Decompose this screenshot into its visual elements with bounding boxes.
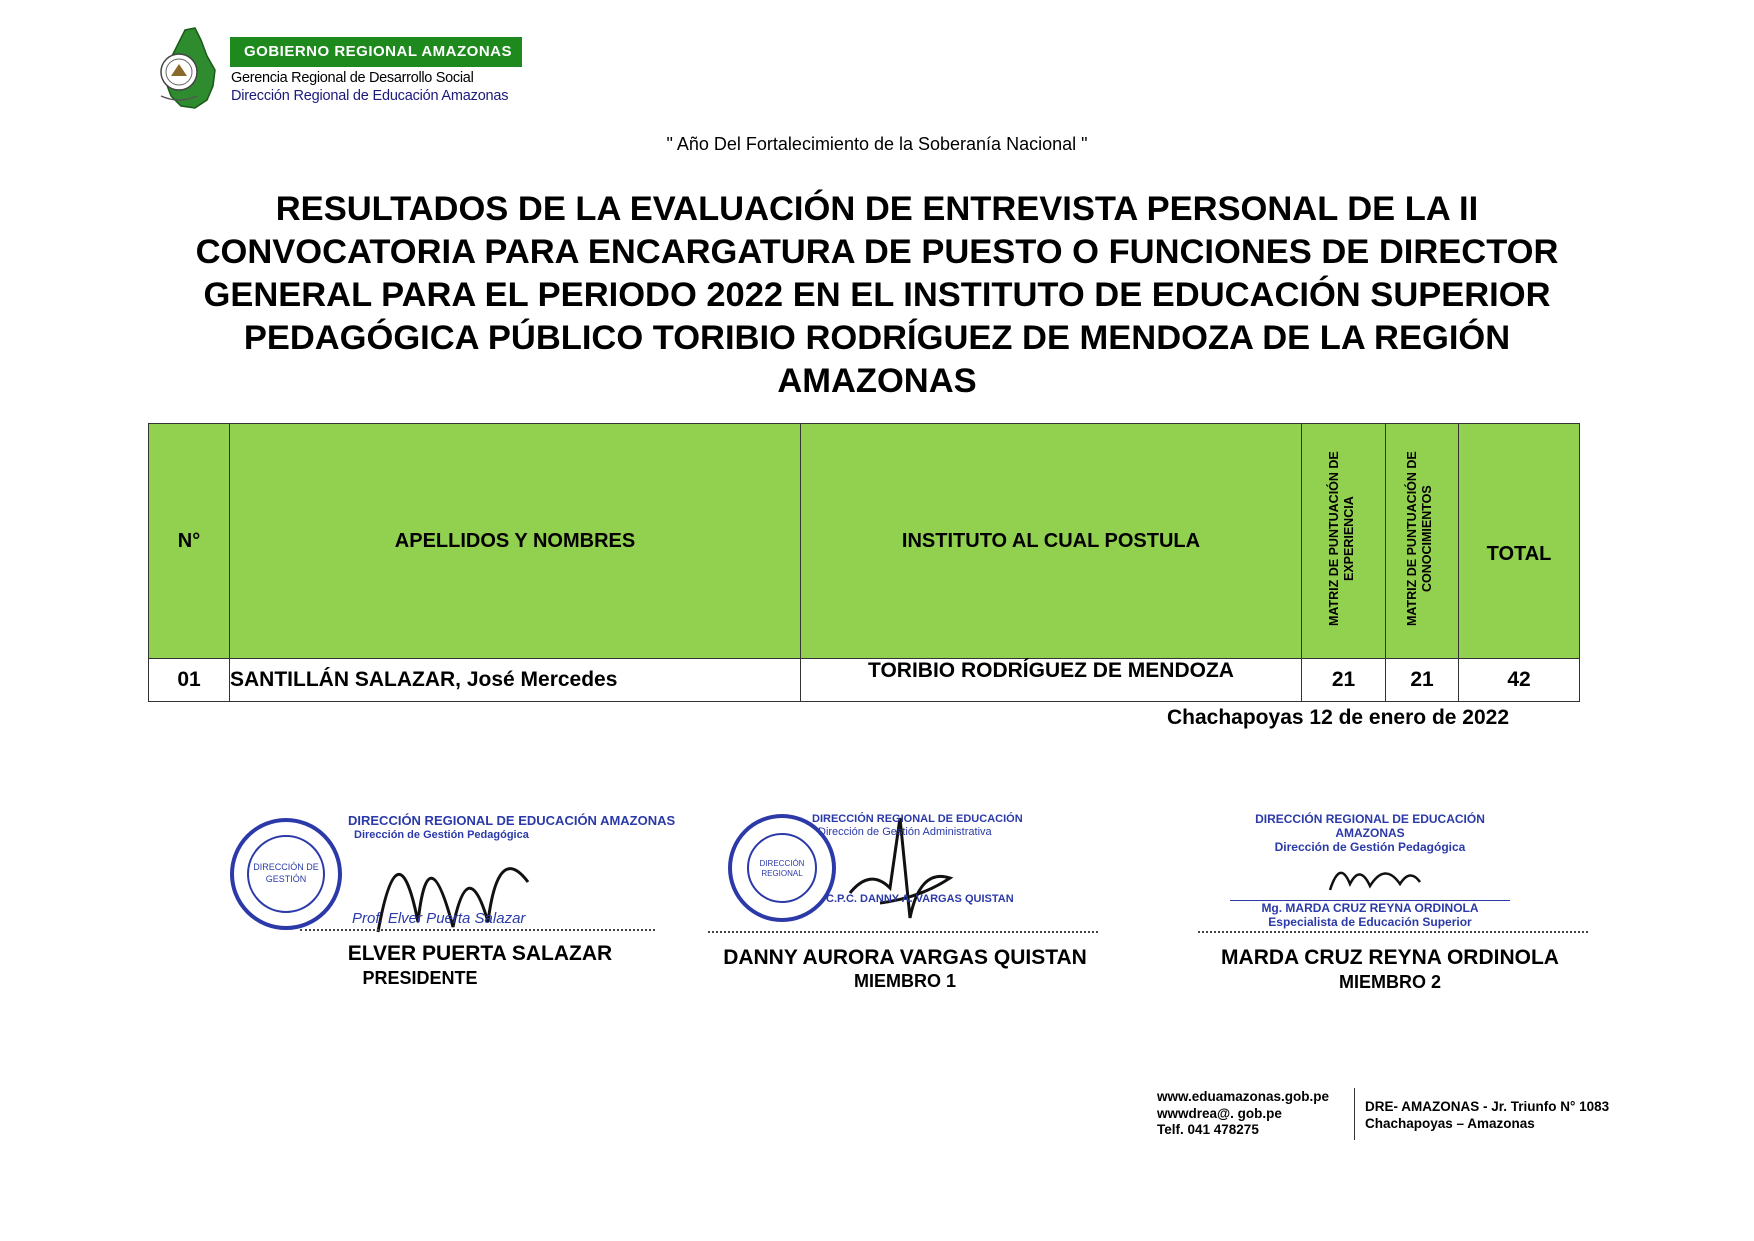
gobierno-regional-banner: GOBIERNO REGIONAL AMAZONAS — [230, 37, 522, 67]
svg-text:REGIONAL: REGIONAL — [761, 869, 803, 878]
svg-text:GESTIÓN: GESTIÓN — [265, 874, 307, 884]
year-motto: " Año Del Fortalecimiento de la Soberanía Nacional " — [666, 134, 1088, 154]
title-line: RESULTADOS DE LA EVALUACIÓN DE ENTREVISTA PERSONAL DE LA II — [275, 190, 1479, 228]
col-header-experience — [1302, 424, 1386, 659]
stamp-sub: Dirección de Gestión Administrativa — [818, 826, 992, 838]
table-row — [149, 659, 1580, 702]
title-line: AMAZONAS — [777, 362, 977, 400]
footer-divider — [1354, 1088, 1355, 1140]
stamp-text-member1 — [812, 813, 1023, 906]
title-line: PEDAGÓGICA PÚBLICO TORIBIO RODRÍGUEZ DE MENDOZA DE LA REGIÓN — [243, 319, 1511, 357]
svg-text:DIRECCIÓN: DIRECCIÓN — [759, 859, 805, 868]
footer-phone: Telf. 041 478275 — [1157, 1122, 1259, 1137]
col-header-knowledge — [1386, 424, 1459, 659]
handwritten-signature — [1270, 854, 1470, 900]
knowledge-score: 21 — [1386, 659, 1459, 702]
signer-name-member1: DANNY AURORA VARGAS QUISTAN — [723, 946, 1087, 969]
page-title — [140, 188, 1614, 403]
row-number: 01 — [149, 659, 230, 702]
col-header-total: TOTAL — [1459, 424, 1580, 659]
stamp-org: DIRECCIÓN REGIONAL DE EDUCACIÓN AMAZONAS — [348, 813, 676, 828]
stamp-signer: Prof. Elver Puerta Salazar — [352, 910, 526, 927]
signer-name-member2: MARDA CRUZ REYNA ORDINOLA — [1221, 946, 1559, 969]
title-line: GENERAL PARA EL PERIODO 2022 EN EL INSTITUTO DE EDUCACIÓN SUPERIOR — [203, 276, 1551, 314]
stamp-text-member2 — [1230, 812, 1510, 929]
applicant-institute: TORIBIO RODRÍGUEZ DE MENDOZA — [801, 659, 1302, 702]
applicant-surname: SANTILLÁN SALAZAR, — [230, 668, 461, 691]
title-line: CONVOCATORIA PARA ENCARGATURA DE PUESTO O FUNCIONES DE DIRECTOR — [195, 233, 1559, 271]
signature-space — [1230, 854, 1510, 900]
col-header-name: APELLIDOS Y NOMBRES — [230, 424, 801, 659]
regional-emblem-logo — [155, 26, 227, 110]
footer-website: www.eduamazonas.gob.pe — [1157, 1089, 1330, 1104]
experience-header-label: MATRIZ DE PUNTUACIÓN DE EXPERIENCIA — [1326, 450, 1356, 626]
applicant-given-name: José Mercedes — [460, 668, 618, 691]
experience-score: 21 — [1302, 659, 1386, 702]
footer-email: wwwdrea@. gob.pe — [1157, 1105, 1282, 1121]
svg-text:DIRECCIÓN DE: DIRECCIÓN DE — [253, 862, 319, 872]
stamp-org: DIRECCIÓN REGIONAL DE EDUCACIÓN AMAZONAS — [1255, 812, 1485, 840]
signer-name-president: ELVER PUERTA SALAZAR — [347, 942, 613, 965]
signer-role-president: PRESIDENTE — [362, 968, 478, 988]
stamp-signer: C.P.C. DANNY A. VARGAS QUISTAN — [826, 893, 1014, 905]
stamp-signer: Mg. MARDA CRUZ REYNA ORDINOLA — [1230, 900, 1510, 915]
results-table — [148, 423, 1580, 702]
direccion-line: Dirección Regional de Educación Amazonas — [231, 88, 509, 104]
footer-address-line2: Chachapoyas – Amazonas — [1365, 1116, 1535, 1131]
stamp-org: DIRECCIÓN REGIONAL DE EDUCACIÓN — [812, 813, 1023, 825]
footer-contact — [1157, 1089, 1329, 1139]
stamp-title: Especialista de Educación Superior — [1268, 915, 1472, 929]
footer-address-line1: DRE- AMAZONAS - Jr. Triunfo N° 1083 — [1365, 1099, 1610, 1114]
gerencia-line: Gerencia Regional de Desarrollo Social — [231, 70, 474, 86]
signer-role-member1: MIEMBRO 1 — [853, 971, 956, 991]
signature-line-member1 — [708, 931, 1098, 933]
applicant-name — [230, 659, 801, 702]
col-header-institute: INSTITUTO AL CUAL POSTULA — [801, 424, 1302, 659]
document-date: Chachapoyas 12 de enero de 2022 — [1167, 706, 1509, 729]
signer-role-member2: MIEMBRO 2 — [1338, 972, 1441, 992]
stamp-sub: Dirección de Gestión Pedagógica — [354, 829, 529, 841]
table-header-row — [149, 424, 1580, 659]
knowledge-header-label: MATRIZ DE PUNTUACIÓN DE CONOCIMIENTOS — [1405, 450, 1434, 626]
col-header-number: N° — [149, 424, 230, 659]
stamp-text-president — [348, 814, 675, 926]
signature-line-member2 — [1198, 931, 1588, 933]
total-score: 42 — [1459, 659, 1580, 702]
signature-line-president — [300, 929, 655, 931]
footer-address — [1365, 1098, 1609, 1132]
stamp-sub: Dirección de Gestión Pedagógica — [1274, 840, 1466, 854]
